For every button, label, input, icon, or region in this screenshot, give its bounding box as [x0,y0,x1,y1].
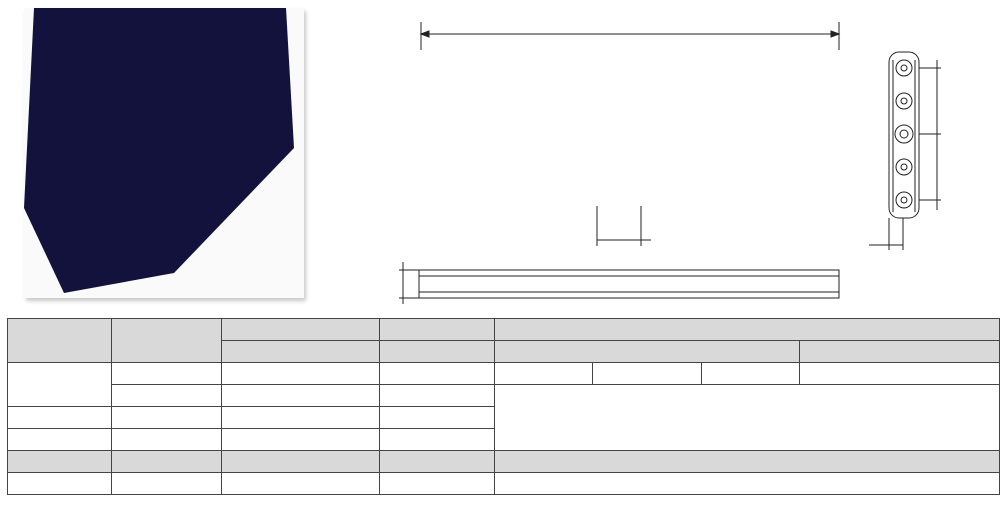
weight-cell [380,407,495,429]
pin-cell [112,407,222,429]
pin-cell [112,363,222,385]
material-cell [8,429,112,451]
pitch-value [8,473,112,495]
header-weight [380,319,495,341]
weight-cell [380,363,495,385]
header-load-unit [222,341,380,363]
header-material [8,319,112,363]
back-bend-radius-value [222,473,380,495]
material-cell [8,407,112,429]
header-weight-unit [380,341,495,363]
load-cell [222,407,380,429]
header-pin-diameter [112,451,222,473]
header-load [222,319,380,341]
note-text [495,385,1000,451]
product-photo [24,8,304,298]
load-cell [222,385,380,407]
technical-drawing [385,0,1003,312]
pin-cell [112,385,222,407]
blank-value-cell [380,473,495,495]
spec-table [7,318,1000,495]
weight-cell [380,385,495,407]
header-pin-material [112,319,222,363]
weight-cell [380,429,495,451]
pin-diameter-value [112,473,222,495]
header-back-bend-radius [222,451,380,473]
single-width-edge-100 [593,363,702,385]
load-cell [222,363,380,385]
single-width-edge-50 [495,363,593,385]
blank-header-cell [380,451,495,473]
belt-photo-illustration [24,8,304,298]
header-nonstd-width [495,451,1000,473]
header-std-width [495,319,1000,341]
combo-formula [800,363,1000,385]
pin-cell [112,429,222,451]
load-cell [222,429,380,451]
single-width-middle-150 [702,363,800,385]
material-cell [8,363,112,407]
header-combo [800,341,1000,363]
header-single-width [495,341,800,363]
header-pitch [8,451,112,473]
nonstd-formula [495,473,1000,495]
